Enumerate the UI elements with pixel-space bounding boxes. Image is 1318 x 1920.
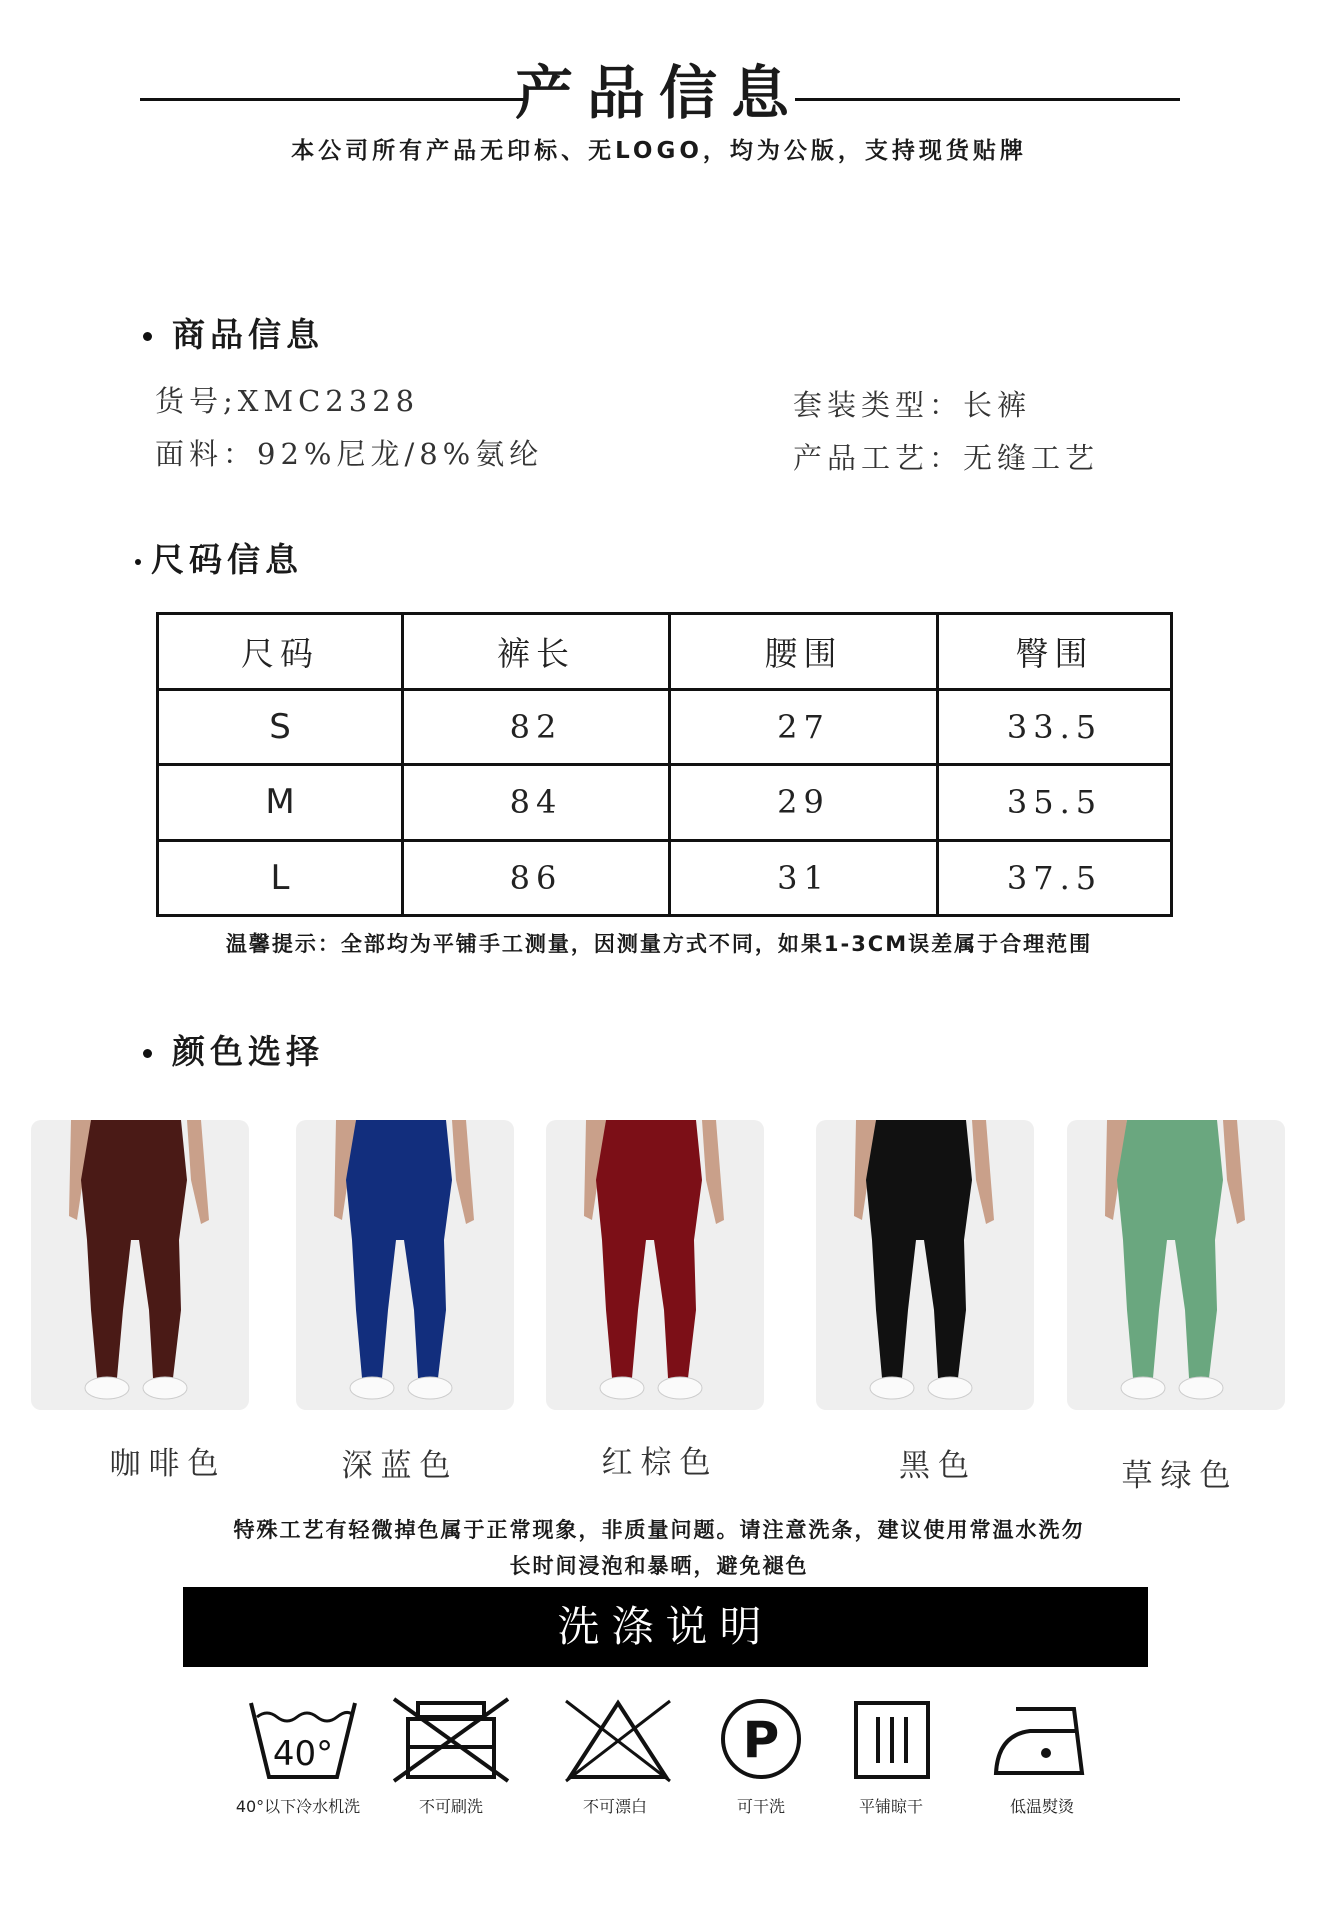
color-swatch-maroon (546, 1120, 764, 1410)
size-cell: M (158, 765, 403, 840)
hip-cell: 35.5 (938, 765, 1172, 840)
col-header-hip: 臀围 (938, 614, 1172, 690)
waist-cell: 31 (670, 840, 938, 915)
color-swatch-green (1067, 1120, 1285, 1410)
color-name: 咖啡色 (109, 1446, 227, 1482)
dry-clean-p-icon (716, 1695, 806, 1789)
page-title: 产品信息 (514, 59, 803, 127)
leggings-image (296, 1120, 514, 1410)
leggings-image (1067, 1120, 1285, 1410)
product-craft: 产品工艺：无缝工艺 (793, 441, 1100, 475)
waist-cell: 27 (670, 690, 938, 765)
size-tip: 温馨提示：全部均为平铺手工测量，因测量方式不同，如果1-3CM误差属于合理范围 (225, 932, 1093, 956)
waist-cell: 29 (670, 765, 938, 840)
care-note-line-2: 长时间浸泡和暴晒，避免褪色 (509, 1554, 809, 1578)
leggings-image (31, 1120, 249, 1410)
care-label: 40°以下冷水机洗 (235, 1797, 361, 1816)
hip-cell: 33.5 (938, 690, 1172, 765)
no-brush-icon (390, 1695, 512, 1789)
hip-cell: 37.5 (938, 840, 1172, 915)
table-row (158, 690, 1172, 765)
care-note-line-1: 特殊工艺有轻微掉色属于正常现象，非质量问题。请注意洗条，建议使用常温水洗勿 (233, 1518, 1085, 1542)
leggings-image (816, 1120, 1034, 1410)
leggings-image (546, 1120, 764, 1410)
table-header-row (158, 614, 1172, 690)
wash-instructions-banner: 洗涤说明 (183, 1587, 1148, 1667)
wash-40-icon (245, 1695, 361, 1789)
length-cell: 84 (403, 765, 670, 840)
no-bleach-icon (560, 1695, 676, 1789)
color-swatch-coffee (31, 1120, 249, 1410)
care-label: 可干洗 (736, 1797, 785, 1816)
color-name: 草绿色 (1121, 1458, 1239, 1494)
iron-low-icon (990, 1695, 1094, 1789)
bullet-dot-icon (143, 1049, 152, 1058)
color-options-heading: 颜色选择 (143, 1032, 324, 1072)
care-label: 不可漂白 (582, 1797, 647, 1816)
care-label: 平铺晾干 (858, 1797, 923, 1816)
care-label: 低温熨烫 (1009, 1797, 1074, 1816)
size-table (156, 612, 1173, 917)
fabric-composition: 面料：92%尼龙/8%氨纶 (155, 437, 544, 471)
color-name: 黑色 (899, 1448, 977, 1484)
col-header-length: 裤长 (403, 614, 670, 690)
bullet-dot-icon (143, 332, 152, 341)
item-number: 货号;XMC2328 (155, 384, 420, 418)
col-header-waist: 腰围 (670, 614, 938, 690)
color-swatch-navy (296, 1120, 514, 1410)
table-row (158, 765, 1172, 840)
color-swatch-black (816, 1120, 1034, 1410)
care-label: 不可刷洗 (418, 1797, 483, 1816)
set-type: 套装类型：长裤 (793, 388, 1032, 422)
color-name: 红棕色 (601, 1445, 719, 1481)
size-cell: L (158, 840, 403, 915)
col-header-size: 尺码 (158, 614, 403, 690)
size-cell: S (158, 690, 403, 765)
table-row (158, 840, 1172, 915)
size-info-heading: 尺码信息 (135, 540, 303, 580)
svg-text:40°: 40° (272, 1734, 334, 1774)
length-cell: 86 (403, 840, 670, 915)
page-subtitle: 本公司所有产品无印标、无LOGO，均为公版，支持现货贴牌 (291, 138, 1027, 164)
length-cell: 82 (403, 690, 670, 765)
color-name: 深蓝色 (341, 1448, 459, 1484)
flat-dry-icon (850, 1695, 934, 1789)
svg-text:P: P (742, 1711, 780, 1769)
bullet-dot-icon (135, 559, 141, 565)
product-info-heading: 商品信息 (143, 315, 324, 355)
